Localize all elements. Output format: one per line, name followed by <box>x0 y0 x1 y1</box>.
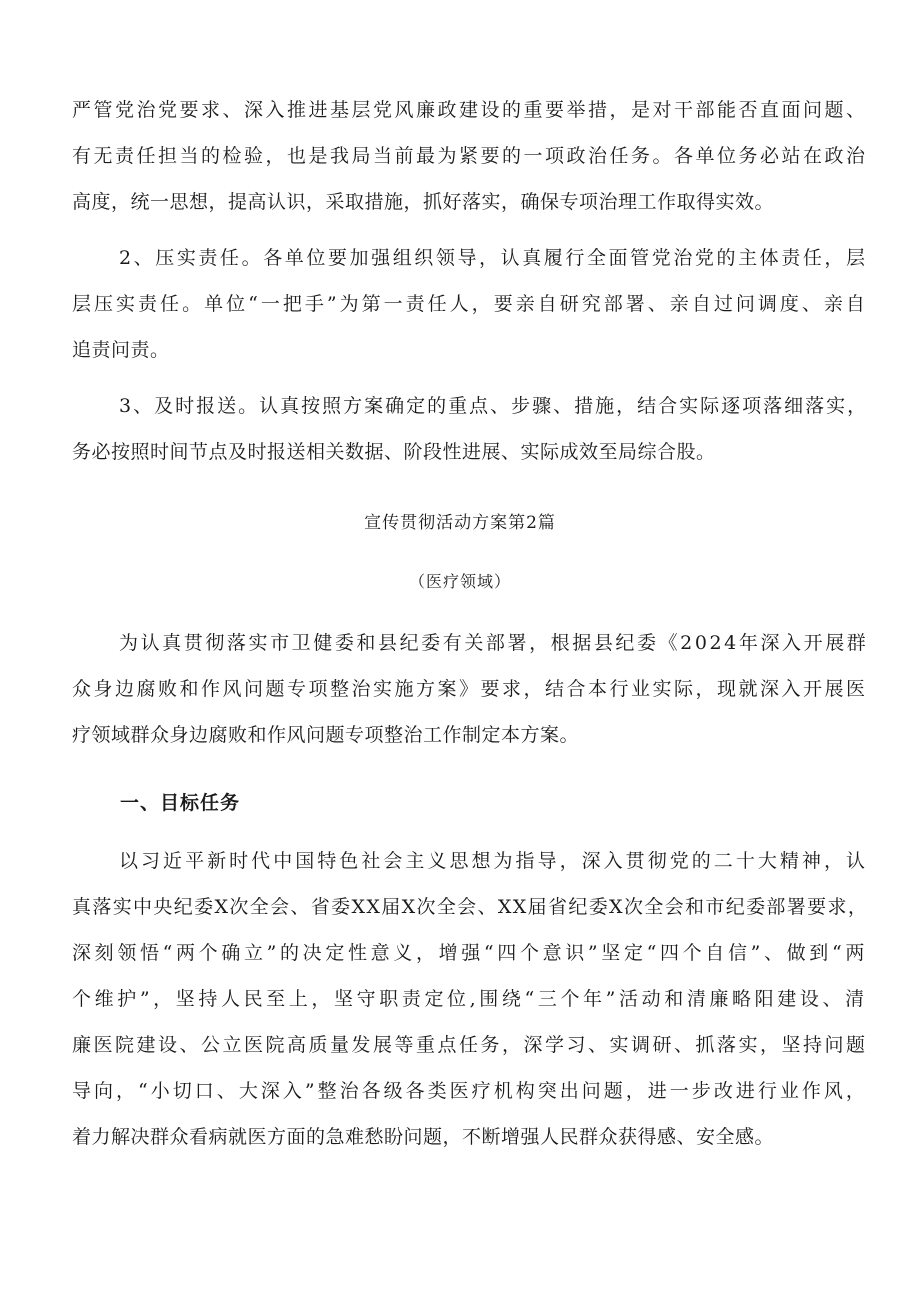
text-line: 务必按照时间节点及时报送相关数据、阶段性进展、实际成效至局综合股。 <box>72 441 716 463</box>
text-line: 廉医院建设、公立医院高质量发展等重点任务，深学习、实调研、抓落实，坚持问题 <box>72 1034 868 1056</box>
text-line: 以习近平新时代中国特色社会主义思想为指导，深入贯彻党的二十大精神，认 <box>119 850 869 872</box>
text-line: 个维护”，坚持人民至上，坚守职责定位,围绕“三个年”活动和清廉略阳建设、清 <box>72 988 868 1010</box>
paragraph-reporting <box>72 383 868 475</box>
text-line: 着力解决群众看病就医方面的急难愁盼问题，不断增强人民群众获得感、安全感。 <box>72 1126 775 1148</box>
text-line: 2、压实责任。各单位要加强组织领导，认真履行全面管党治党的主体责任，层 <box>119 247 868 269</box>
text-line: 高度，统一思想，提高认识，采取措施，抓好落实，确保专项治理工作取得实效。 <box>72 191 775 213</box>
text-line: 为认真贯彻落实市卫健委和县纪委有关部署，根据县纪委《2024年深入开展群 <box>119 632 869 654</box>
paragraph-goals <box>72 838 868 1160</box>
document-subtitle: （医疗领域） <box>408 572 511 591</box>
text-line: 真落实中央纪委X次全会、省委XX届X次全会、XX届省纪委X次全会和市纪委部署要求， <box>72 896 869 918</box>
section-heading: 一、目标任务 <box>120 792 241 814</box>
paragraph-responsibility <box>72 235 868 373</box>
text-line: 层压实责任。单位“一把手”为第一责任人，要亲自研究部署、亲自过问调度、亲自 <box>72 293 868 315</box>
text-line: 3、及时报送。认真按照方案确定的重点、步骤、措施，结合实际逐项落细落实， <box>119 395 869 417</box>
document-title: 宣传贯彻活动方案第2篇 <box>364 513 556 533</box>
text-line: 疗领域群众身边腐败和作风问题专项整治工作制定本方案。 <box>72 724 580 746</box>
text-line: 有无责任担当的检验，也是我局当前最为紧要的一项政治任务。各单位务必站在政治 <box>72 145 868 167</box>
text-line: 众身边腐败和作风问题专项整治实施方案》要求，结合本行业实际，现就深入开展医 <box>72 678 868 700</box>
text-line: 追责问责。 <box>72 339 170 361</box>
paragraph-intro <box>72 620 868 758</box>
paragraph-commitment <box>72 87 868 225</box>
text-line: 严管党治党要求、深入推进基层党风廉政建设的重要举措，是对干部能否直面问题、 <box>72 99 868 121</box>
text-line: 深刻领悟“两个确立”的决定性意义，增强“四个意识”坚定“四个自信”、做到“两 <box>72 942 868 964</box>
text-line: 导向，“小切口、大深入”整治各级各类医疗机构突出问题，进一步改进行业作风， <box>72 1080 868 1102</box>
